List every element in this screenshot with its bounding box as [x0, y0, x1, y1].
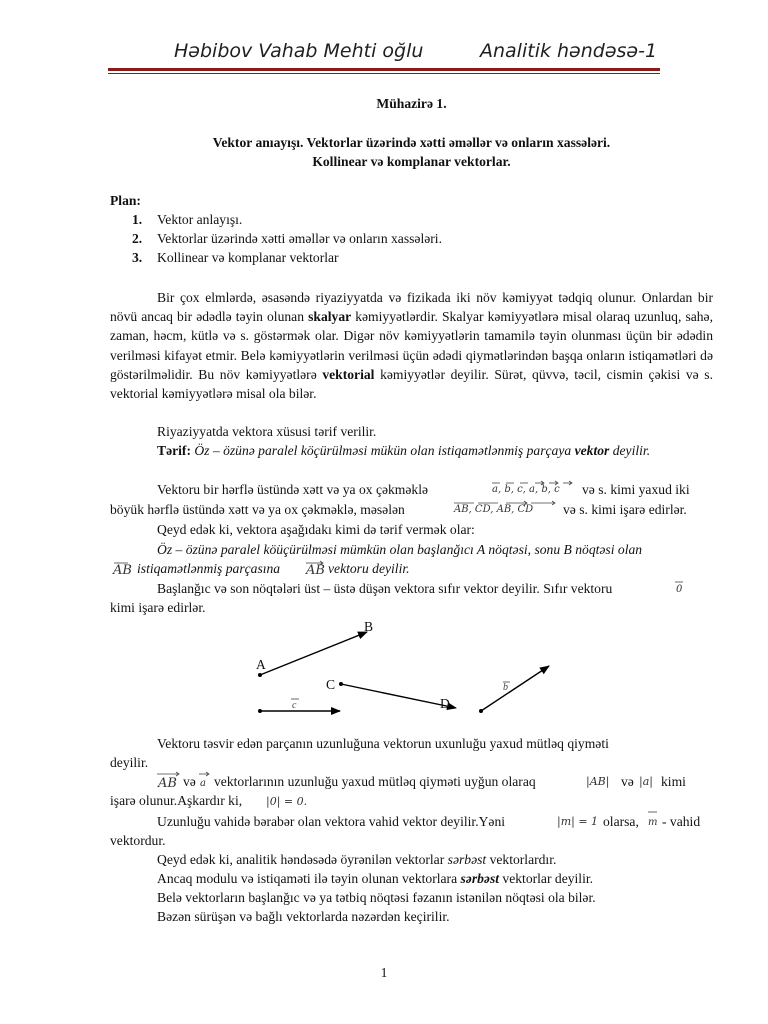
- header-author: Həbibov Vahab Mehti oğlu: [174, 40, 424, 62]
- free2-text-a: Ancaq modulu və istiqaməti ilə təyin olunan vektorlara: [157, 871, 461, 886]
- label-point-c: C: [326, 677, 336, 692]
- length-line-1: Vektoru təsvir edən parçanın uzunluğuna vektorun uxunluğu yaxud mütləq qiyməti: [157, 736, 609, 751]
- para1-text-a: Bir çox elmlərdə, əsasəndə riyaziyyatda və fizikada iki növ kəmiyyət tədqiq olunur. Onlardan bir növü ancaq bir ədədlə təyin olunan: [110, 290, 713, 325]
- plan-label: Plan:: [110, 193, 141, 208]
- lecture-label: Mühazirə 1.: [376, 96, 447, 111]
- notation-text-a: Vektoru bir hərflə üstündə xətt və ya ox çəkməklə: [157, 482, 429, 497]
- magnitude-kimi: kimi: [661, 774, 686, 789]
- magnitude-abs-ab: |AB|: [586, 775, 610, 788]
- plan-item-number: 1.: [132, 212, 143, 227]
- zero-vector-symbol: 0: [676, 584, 683, 595]
- magnitude-and-2: və: [621, 774, 634, 789]
- free1-text-a: Qeyd edək ki, analitik həndəsədə öyrənilən vektorlar: [157, 852, 448, 867]
- definition-term: vektor: [574, 443, 610, 458]
- free2-text-b: vektorlar deyilir.: [499, 871, 594, 886]
- title-line-2: Kollinear və komplanar vektorlar.: [312, 154, 511, 170]
- free1-term: sərbəst: [447, 852, 487, 867]
- vector-c-start: [258, 709, 262, 713]
- unit-vector-equation: |m| = 1: [557, 815, 599, 828]
- alt-def-mid: istiqamətlənmiş parçasına: [137, 561, 281, 576]
- paragraph-special-definition: Riyaziyyatda vektora xüsusi tərif verilir.: [157, 424, 377, 439]
- notation-text-c: böyük hərflə üstündə xətt və ya ox çəkməklə, məsələn: [110, 502, 405, 517]
- point-c: [339, 682, 343, 686]
- zero-vector-line-1: Başlanğıc və son nöqtələri üst – üstə düşən vektora sıfır vektor deyilir. Sıfır vektoru: [157, 581, 613, 596]
- definition-label: Tərif:: [157, 443, 191, 458]
- alt-definition-line-1: Öz – özünə paralel köüçürülməsi mümkün olan başlanğıcı A nöqtəsi, sonu B nöqtəsi olan: [157, 542, 643, 557]
- free-vectors-application: Belə vektorların başlanğıc və ya tətbiq nöqtəsi fəzanın istənilən nöqtəsi ola bilər.: [157, 890, 596, 905]
- free-vectors-definition: [110, 869, 713, 888]
- page-number: 1: [380, 965, 388, 980]
- magnitude-vector-ab: AB: [158, 776, 177, 791]
- label-vector-c: c: [292, 700, 297, 711]
- unit-vector-olarsa: olarsa,: [603, 814, 639, 829]
- zero-vector-line-2: kimi işarə edirlər.: [110, 600, 206, 615]
- free2-term: sərbəst: [460, 871, 500, 886]
- length-line-2: deyilir.: [110, 755, 149, 770]
- magnitude-text: vektorlarının uzunluğu yaxud mütləq qiyməti uyğun olaraq: [214, 774, 536, 789]
- unit-vector-text: Uzunluğu vahidə bərabər olan vektora vahid vektor deyilir.Yəni: [157, 814, 506, 829]
- plan-item-text: Kollinear və komplanar vektorlar: [157, 250, 339, 266]
- term-scalar: skalyar: [308, 309, 352, 325]
- notation-text-b: və s. kimi yaxud iki: [582, 482, 690, 497]
- vector-ab: [260, 632, 367, 675]
- label-vector-b: b: [503, 682, 508, 693]
- header-subject: Analitik həndəsə-1: [480, 40, 658, 62]
- sliding-bound-vectors: Bəzən sürüşən və bağlı vektorlarda nəzərdən keçirilir.: [157, 909, 450, 924]
- magnitude-line-2: işarə olunur.Aşkardır ki,: [110, 793, 243, 808]
- notation-formula-segments: AB, CD, AB, CD: [454, 504, 534, 515]
- unit-vector-vahid: - vahid: [662, 814, 701, 829]
- unit-vector-m: m: [648, 817, 658, 828]
- alt-def-segment-ab: AB: [113, 563, 132, 578]
- para1-text-c: kəmiyyətlər deyilir. Sürət, qüvvə, təcil, cismin çəkisi və s. vektorial kəmiyyətlərə misal ola bilər.: [110, 366, 713, 402]
- note-alt-definition: Qeyd edək ki, vektora aşağıdakı kimi də tərif vermək olar:: [157, 522, 475, 537]
- point-a: [258, 673, 262, 677]
- magnitude-vector-a: a: [200, 778, 206, 789]
- label-point-d: D: [440, 696, 450, 711]
- para1-text-b: kəmiyyətlərdir. Skalyar kəmiyyətlərə misal olaraq uzunluq, sahə, zaman, həcm, kütlə və s. göstərmək olar. Digər növ kəmiyyətlərin tamamilə təyin olunması üçün bir ədədin verilməsi kifayət etmir. Belə kəmiyyətlərin verilməsi üçün ədədi qiymətlərindən başqa onların istiqamətləri də göstərilməlidir. Bu növ kəmiyyətlərə: [110, 309, 713, 382]
- notation-formula-letters: a, b, c, a, b, c: [492, 484, 560, 495]
- free1-text-b: vektorlardır.: [486, 852, 557, 867]
- magnitude-and-1: və: [183, 774, 196, 789]
- magnitude-abs-a: |a|: [639, 775, 653, 788]
- label-point-b: B: [364, 619, 374, 634]
- zero-magnitude-equation: |0| = 0.: [266, 795, 308, 808]
- notation-text-d: və s. kimi işarə edirlər.: [563, 502, 687, 517]
- unit-vector-line-2: vektordur.: [110, 833, 166, 848]
- plan-item-text: Vektor anlayışı.: [157, 212, 243, 227]
- free-vectors-note: [110, 850, 713, 869]
- vector-b: [481, 666, 549, 711]
- plan-item-number: 3.: [132, 250, 143, 266]
- title-line-1: Vektor anıayışı. Vektorlar üzərində xətti əməllər və onların xassələri.: [212, 135, 611, 150]
- alt-def-end: vektoru deyilir.: [328, 561, 410, 576]
- term-vectorial: vektorial: [322, 366, 375, 382]
- label-point-a: A: [256, 657, 266, 672]
- vector-cd: [341, 684, 456, 708]
- plan-item-text: Vektorlar üzərində xətti əməllər və onların xassələri.: [157, 231, 442, 247]
- definition-text: Öz – özünə paralel köçürülməsi mükün olan istiqamətlənmiş parçaya: [190, 443, 575, 458]
- plan-item-number: 2.: [132, 231, 143, 247]
- alt-def-vector-ab: AB: [306, 563, 325, 578]
- definition-end: deyilir.: [609, 443, 651, 458]
- vector-b-start: [479, 709, 483, 713]
